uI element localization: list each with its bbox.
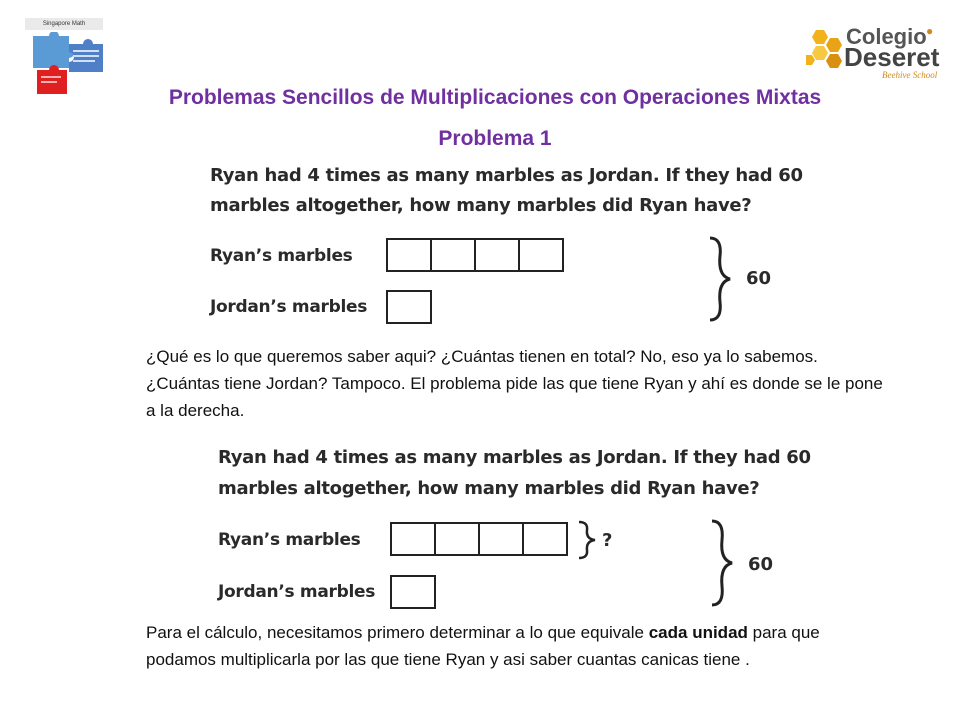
unknown-value: ? bbox=[602, 530, 613, 551]
jordan-label: Jordan’s marbles bbox=[218, 582, 376, 602]
total-value: 60 bbox=[748, 554, 774, 575]
paragraph-2-text-a: Para el cálculo, necesitamos primero determinar a lo que equivale bbox=[146, 623, 649, 642]
ryan-unit-box bbox=[478, 522, 524, 556]
problem-line-1: Ryan had 4 times as many marbles as Jordan. If they had 60 bbox=[218, 447, 811, 468]
curly-brace-icon bbox=[706, 236, 732, 322]
paragraph-2 bbox=[146, 619, 888, 673]
ryan-unit-box bbox=[518, 238, 564, 272]
paragraph-2-text-b: para que podamos multiplicarla por las que tiene Ryan y asi saber cuantas canicas tiene . bbox=[146, 623, 820, 669]
ryan-bar bbox=[390, 522, 568, 556]
problem-line-2: marbles altogether, how many marbles did Ryan have? bbox=[218, 478, 760, 499]
jordan-unit-box bbox=[386, 290, 432, 324]
page-subtitle: Problema 1 bbox=[438, 127, 552, 150]
page-title: Problemas Sencillos de Multiplicaciones con Operaciones Mixtas bbox=[168, 86, 822, 109]
curly-brace-icon bbox=[576, 520, 598, 560]
jordan-bar bbox=[390, 575, 436, 609]
paragraph-2-emphasis: cada unidad bbox=[648, 623, 748, 642]
total-value: 60 bbox=[746, 268, 772, 289]
ryan-unit-box bbox=[434, 522, 480, 556]
ryan-unit-box bbox=[430, 238, 476, 272]
logo-colegio: Colegio bbox=[846, 24, 927, 49]
honeycomb-logo-icon bbox=[806, 28, 848, 72]
jordan-bar bbox=[386, 290, 432, 324]
diagram-2 bbox=[218, 442, 818, 612]
ryan-unit-box bbox=[522, 522, 568, 556]
ryan-label: Ryan’s marbles bbox=[218, 530, 361, 550]
logo-tagline: Beehive School bbox=[882, 70, 938, 80]
jordan-label: Jordan’s marbles bbox=[210, 297, 368, 317]
problem-line-2: marbles altogether, how many marbles did Ryan have? bbox=[210, 195, 752, 216]
ryan-unit-box bbox=[386, 238, 432, 272]
jordan-unit-box bbox=[390, 575, 436, 609]
paragraph-1: ¿Qué es lo que queremos saber aqui? ¿Cuántas tienen en total? No, eso ya lo sabemos. ¿Cuántas tiene Jordan? Tampoco. El problema pide las que tiene Ryan y ahí es donde se le pone a la derecha. bbox=[146, 347, 883, 420]
ryan-unit-box bbox=[390, 522, 436, 556]
bee-icon: ● bbox=[926, 24, 934, 38]
problem-line-1: Ryan had 4 times as many marbles as Jordan. If they had 60 bbox=[210, 165, 803, 186]
ryan-label: Ryan’s marbles bbox=[210, 246, 353, 266]
ryan-unit-box bbox=[474, 238, 520, 272]
diagram-1 bbox=[210, 160, 810, 330]
school-logo bbox=[806, 22, 946, 78]
puzzle-header: Singapore Math bbox=[25, 18, 103, 30]
logo-deseret: Deseret bbox=[844, 42, 940, 72]
ryan-bar bbox=[386, 238, 564, 272]
curly-brace-icon bbox=[708, 519, 734, 607]
